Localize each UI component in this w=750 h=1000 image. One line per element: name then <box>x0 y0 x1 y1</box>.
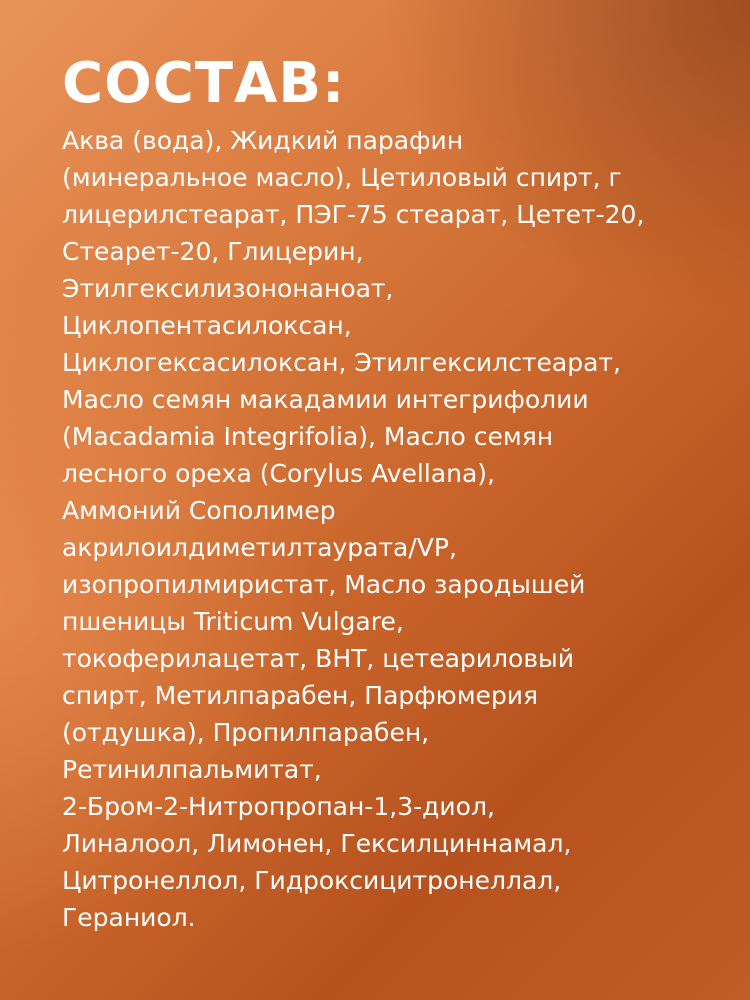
ingredients-line: Ретинилпальмитат, <box>62 755 322 784</box>
ingredients-line: Аква (вода), Жидкий парафин <box>62 126 464 155</box>
ingredients-line: лесного ореха (Corylus Avellana), <box>62 459 495 488</box>
ingredients-line: Линалоол, Лимонен, Гексилциннамал, <box>62 829 572 858</box>
ingredients-line: Стеарет-20, Глицерин, <box>62 237 364 266</box>
ingredients-text <box>62 122 722 936</box>
ingredients-line: акрилоилдиметилтаурата/VP, <box>62 533 457 562</box>
ingredients-line: Циклопентасилоксан, <box>62 311 352 340</box>
ingredients-line: Этилгексилизононаноат, <box>62 274 394 303</box>
ingredients-line: лицерилстеарат, ПЭГ-75 стеарат, Цетет-20, <box>62 200 645 229</box>
ingredients-line: токоферилацетат, BHT, цетеариловый <box>62 644 575 673</box>
ingredients-line: Гераниол. <box>62 903 196 932</box>
composition-title: СОСТАВ: <box>62 51 346 116</box>
ingredients-line: Цитронеллол, Гидроксицитронеллал, <box>62 866 562 895</box>
ingredients-line: (Macadamia Integrifolia), Масло семян <box>62 422 554 451</box>
ingredients-line: (отдушка), Пропилпарабен, <box>62 718 430 747</box>
composition-panel <box>62 52 722 936</box>
ingredients-line: Циклогексасилоксан, Этилгексилстеарат, <box>62 348 621 377</box>
ingredients-line: 2-Бром-2-Нитропропан-1,3-диол, <box>62 792 495 821</box>
ingredients-line: изопропилмиристат, Масло зародышей <box>62 570 586 599</box>
ingredients-line: (минеральное масло), Цетиловый спирт, г <box>62 163 622 192</box>
ingredients-line: Масло семян макадамии интегрифолии <box>62 385 589 414</box>
ingredients-line: спирт, Метилпарабен, Парфюмерия <box>62 681 539 710</box>
ingredients-line: пшеницы Triticum Vulgare, <box>62 607 404 636</box>
ingredients-line: Аммоний Сополимер <box>62 496 336 525</box>
